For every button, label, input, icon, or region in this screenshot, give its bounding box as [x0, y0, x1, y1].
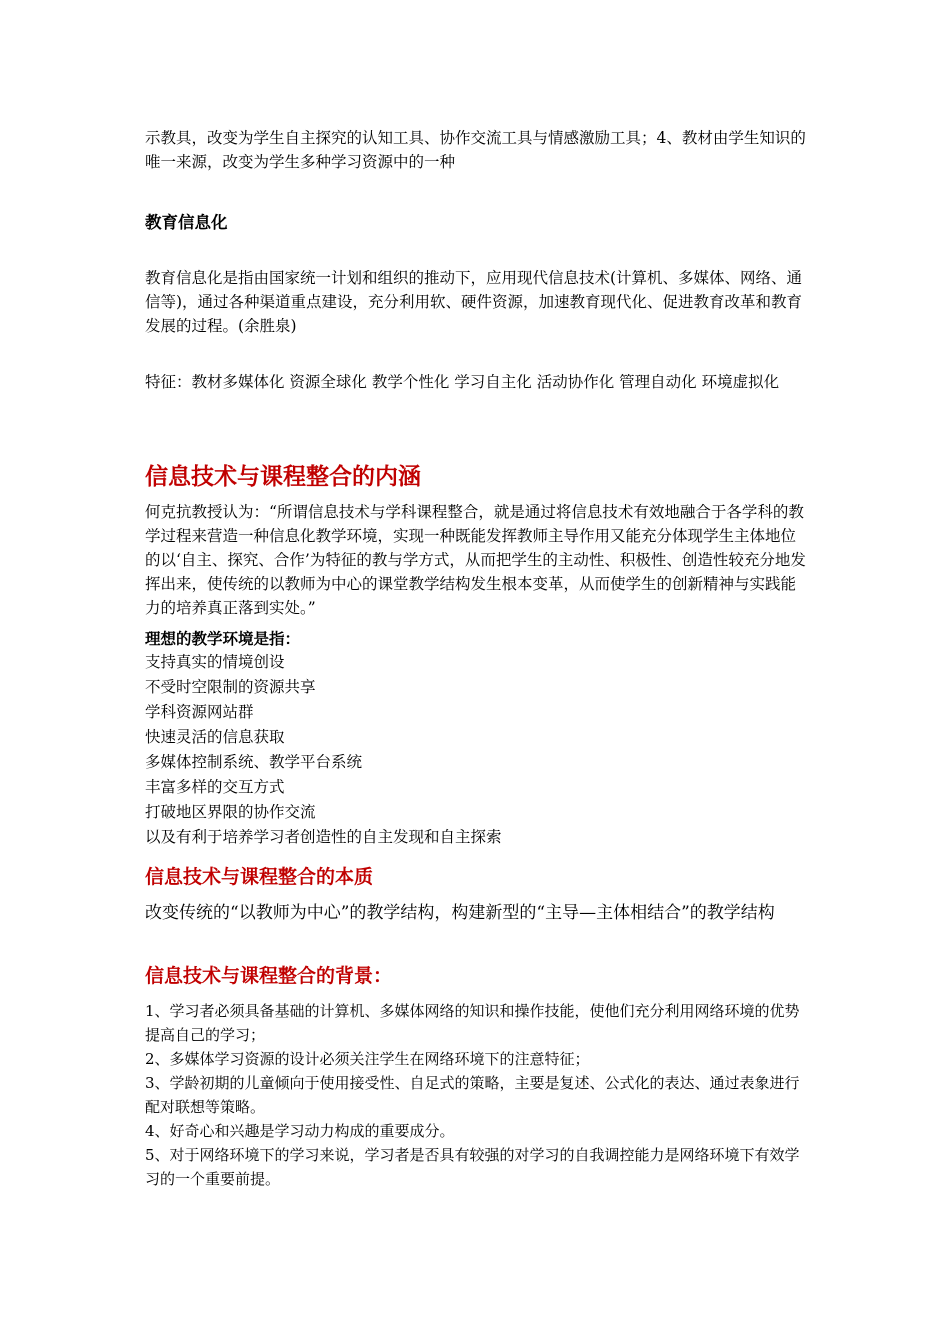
list-item: 5、对于网络环境下的学习来说，学习者是否具有较强的对学习的自我调控能力是网络环境下有效学习的一个重要前提。 [145, 1146, 800, 1188]
list-item: 以及有利于培养学习者创造性的自主发现和自主探索 [145, 828, 502, 846]
background-list [145, 999, 810, 1191]
edu-info-definition: 教育信息化是指由国家统一计划和组织的推动下，应用现代信息技术(计算机、多媒体、网络、通信等)，通过各种渠道重点建设，充分利用软、硬件资源，加速教育现代化、促进教育改革和教育发展的过程。(余胜泉) [145, 269, 803, 335]
edu-info-heading: 教育信息化 [145, 213, 228, 232]
connotation-heading: 信息技术与课程整合的内涵 [145, 464, 421, 490]
ideal-env-list [145, 650, 810, 850]
essence-text: 改变传统的“以教师为中心”的教学结构，构建新型的“主导—主体相结合”的教学结构 [145, 903, 775, 923]
list-item: 多媒体控制系统、教学平台系统 [145, 753, 363, 771]
list-item: 快速灵活的信息获取 [145, 728, 285, 746]
list-item: 4、好奇心和兴趣是学习动力构成的重要成分。 [145, 1122, 455, 1140]
background-heading: 信息技术与课程整合的背景： [145, 965, 393, 987]
essence-heading: 信息技术与课程整合的本质 [145, 866, 374, 888]
list-item: 3、学龄初期的儿童倾向于使用接受性、自足式的策略，主要是复述、公式化的表达、通过表象进行配对联想等策略。 [145, 1074, 800, 1116]
intro-paragraph: 示教具，改变为学生自主探究的认知工具、协作交流工具与情感激励工具；4、教材由学生知识的唯一来源，改变为学生多种学习资源中的一种 [145, 129, 806, 171]
connotation-quote: 何克抗教授认为：“所谓信息技术与学科课程整合，就是通过将信息技术有效地融合于各学科的教学过程来营造一种信息化教学环境，实现一种既能发挥教师主导作用又能充分体现学生主体地位的以‘自主、探究、合作’为特征的教与学方式，从而把学生的主动性、积极性、创造性较充分地发挥出来，使传统的以教师为中心的课堂教学结构发生根本变革，从而使学生的创新精神与实践能力的培养真正落到实处。” [145, 503, 806, 617]
list-item: 2、多媒体学习资源的设计必须关注学生在网络环境下的注意特征； [145, 1050, 590, 1068]
list-item: 打破地区界限的协作交流 [145, 803, 316, 821]
list-item: 丰富多样的交互方式 [145, 778, 285, 796]
list-item: 支持真实的情境创设 [145, 653, 285, 671]
list-item: 1、学习者必须具备基础的计算机、多媒体网络的知识和操作技能，使他们充分利用网络环境的优势提高自己的学习； [145, 1002, 800, 1044]
ideal-env-label: 理想的教学环境是指： [145, 630, 301, 648]
edu-info-features: 特征：教材多媒体化 资源全球化 教学个性化 学习自主化 活动协作化 管理自动化 环境虚拟化 [145, 373, 780, 391]
list-item: 学科资源网站群 [145, 703, 254, 721]
list-item: 不受时空限制的资源共享 [145, 678, 316, 696]
